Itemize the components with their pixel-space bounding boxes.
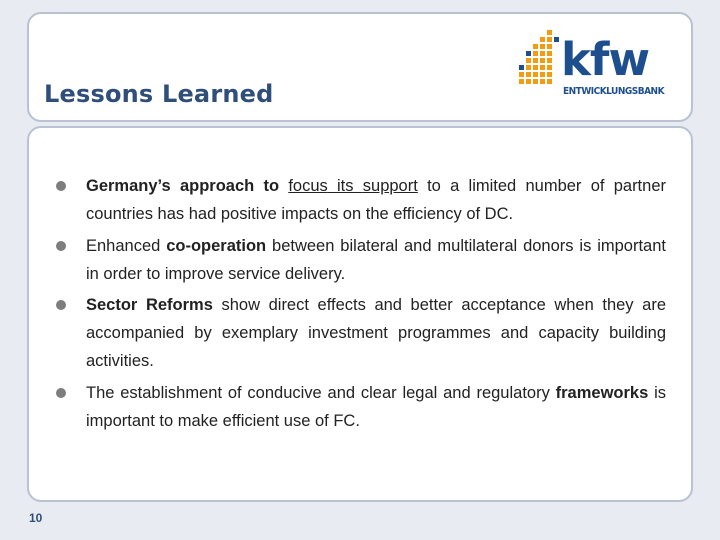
- bold-text: frameworks: [555, 384, 649, 402]
- page-number: 10: [29, 511, 43, 525]
- bullet-text: Enhanced: [86, 237, 167, 255]
- slide-title: Lessons Learned: [44, 80, 274, 108]
- bullet-list: [56, 172, 666, 439]
- bullet-dot-icon: [56, 241, 66, 251]
- bold-text: Sector Reforms: [86, 296, 213, 314]
- bold-text: co-operation: [166, 237, 267, 255]
- logo-subtitle: ENTWICKLUNGSBANK: [563, 86, 665, 97]
- bullet-item: [56, 232, 666, 288]
- bullet-item: [56, 172, 666, 228]
- bullet-text: to a limited number of partner countries has had positive impacts on the efficiency of DC.: [86, 177, 666, 223]
- kfw-logo: [515, 30, 685, 105]
- underlined-space: [354, 177, 363, 195]
- bullet-text: Germany’s approach to: [86, 177, 289, 195]
- bullet-dot-icon: [56, 300, 66, 310]
- bullet-item: [56, 291, 666, 375]
- underlined-space: [328, 177, 337, 195]
- bullet-dot-icon: [56, 181, 66, 191]
- bullet-text: show direct effects and better acceptance when they are accompanied by exemplary investment programmes and capacity building activities.: [86, 296, 667, 370]
- logo-brand-text: kfw: [561, 33, 650, 86]
- bullet-item: [56, 379, 666, 435]
- underlined-text: support: [362, 177, 418, 195]
- bullet-text: The establishment of conducive and clear legal and regulatory: [86, 384, 556, 402]
- bullet-dot-icon: [56, 388, 66, 398]
- underlined-text: its: [337, 177, 354, 195]
- underlined-text: focus: [288, 177, 328, 195]
- bullet-text: is important to make efficient use of FC.: [86, 384, 667, 430]
- logo-dot-pattern: [515, 30, 561, 100]
- bullet-text: between bilateral and multilateral donors is important in order to improve service delivery.: [86, 237, 666, 283]
